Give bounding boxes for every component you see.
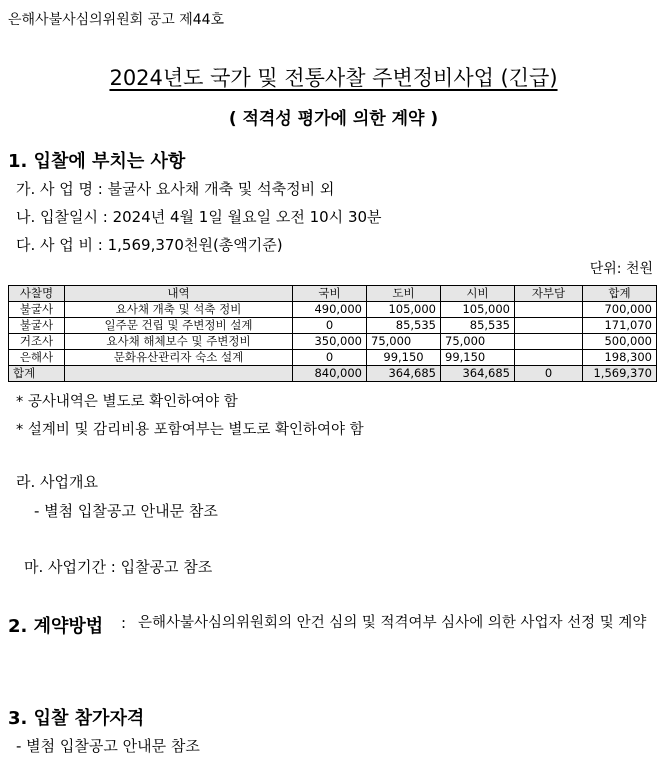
cell-self: 0 (515, 366, 583, 382)
cell-total: 171,070 (583, 318, 657, 334)
eligibility-detail: - 별첨 입찰공고 안내문 참조 (16, 737, 200, 755)
project-overview-detail: - 별첨 입찰공고 안내문 참조 (34, 502, 218, 520)
cell-national: 490,000 (293, 302, 367, 318)
header-city: 시비 (441, 286, 515, 302)
header-self: 자부담 (515, 286, 583, 302)
cell-city: 364,685 (441, 366, 515, 382)
unit-label: 단위: 천원 (589, 261, 653, 277)
cell-temple: 거조사 (9, 334, 65, 350)
cell-national: 0 (293, 318, 367, 334)
cell-city: 85,535 (441, 318, 515, 334)
cell-total: 700,000 (583, 302, 657, 318)
header-national: 국비 (293, 286, 367, 302)
document-subtitle: ( 적격성 평가에 의한 계약 ) (228, 109, 439, 129)
project-overview-label: 라. 사업개요 (16, 473, 98, 491)
cell-national: 350,000 (293, 334, 367, 350)
cell-province: 99,150 (367, 350, 441, 366)
note-design-cost: * 설계비 및 감리비용 포함여부는 별도로 확인하여야 함 (16, 422, 364, 438)
contract-method-text: 은해사불사심의위원회의 안건 심의 및 적격여부 심사에 의한 사업자 선정 및 계약 (138, 615, 647, 631)
cell-self (515, 302, 583, 318)
table-total-row (9, 366, 657, 382)
cell-temple: 은해사 (9, 350, 65, 366)
table-row (9, 350, 657, 366)
cell-temple: 불굴사 (9, 318, 65, 334)
cell-city: 105,000 (441, 302, 515, 318)
cell-city: 99,150 (441, 350, 515, 366)
cell-total: 1,569,370 (583, 366, 657, 382)
note-construction: * 공사내역은 별도로 확인하여야 함 (16, 394, 238, 410)
cell-details: 문화유산관리자 숙소 설계 (65, 350, 293, 366)
cell-details (65, 366, 293, 382)
cell-temple: 불굴사 (9, 302, 65, 318)
table-header-row (9, 286, 657, 302)
section-1-heading: 1. 입찰에 부치는 사항 (8, 151, 186, 172)
cell-province: 75,000 (367, 334, 441, 350)
table-row (9, 318, 657, 334)
cell-national: 0 (293, 350, 367, 366)
cell-details: 일주문 건립 및 주변정비 설계 (65, 318, 293, 334)
cell-province: 364,685 (367, 366, 441, 382)
cell-province: 85,535 (367, 318, 441, 334)
table-row (9, 334, 657, 350)
cell-details: 요사채 개축 및 석축 정비 (65, 302, 293, 318)
bid-date: 나. 입찰일시 : 2024년 4월 1일 월요일 오전 10시 30분 (16, 208, 382, 226)
project-period: 마. 사업기간 : 입찰공고 참조 (24, 558, 213, 576)
cell-city: 75,000 (441, 334, 515, 350)
header-province: 도비 (367, 286, 441, 302)
header-total: 합계 (583, 286, 657, 302)
cell-total: 500,000 (583, 334, 657, 350)
section-2-colon: : (121, 614, 127, 632)
table-row (9, 302, 657, 318)
cell-national: 840,000 (293, 366, 367, 382)
cell-province: 105,000 (367, 302, 441, 318)
section-2-heading: 2. 계약방법 (8, 616, 104, 637)
cell-total: 198,300 (583, 350, 657, 366)
cell-total-label: 합계 (9, 366, 65, 382)
budget-table (8, 285, 657, 382)
cell-self (515, 334, 583, 350)
section-3-heading: 3. 입찰 참가자격 (8, 708, 145, 729)
notice-number: 은해사불사심의위원회 공고 제44호 (8, 12, 225, 28)
cell-self (515, 350, 583, 366)
cell-details: 요사채 해체보수 및 주변정비 (65, 334, 293, 350)
header-temple: 사찰명 (9, 286, 65, 302)
document-title: 2024년도 국가 및 전통사찰 주변정비사업 (긴급) (109, 66, 558, 90)
project-name: 가. 사 업 명 : 불굴사 요사채 개축 및 석축정비 외 (16, 180, 335, 198)
cell-self (515, 318, 583, 334)
header-details: 내역 (65, 286, 293, 302)
project-cost: 다. 사 업 비 : 1,569,370천원(총액기준) (16, 236, 283, 254)
